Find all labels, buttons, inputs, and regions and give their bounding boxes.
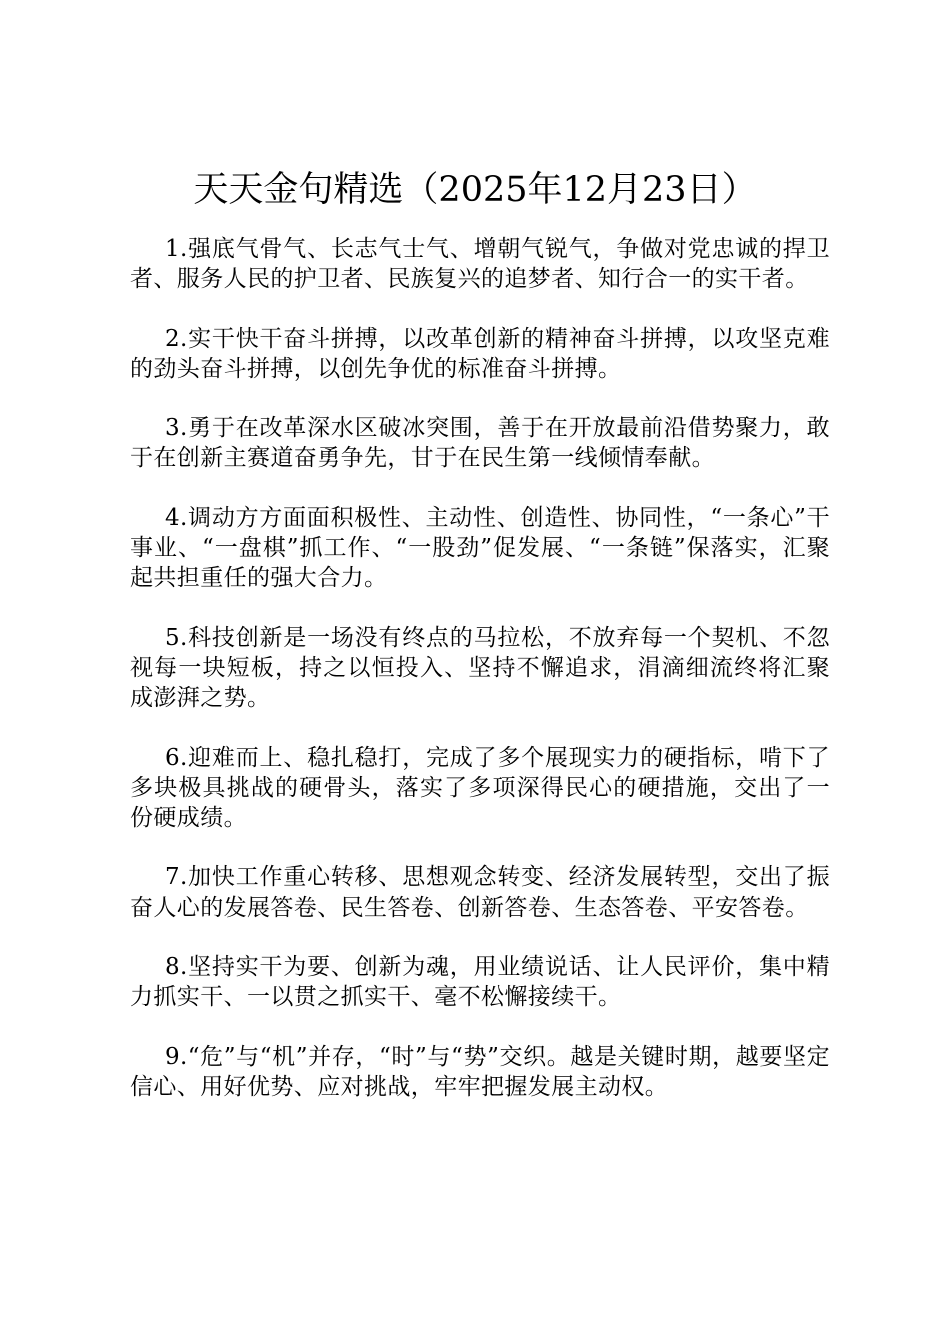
quote-paragraph-6: 6.迎难而上、稳扎稳打，完成了多个展现实力的硬指标，啃下了多块极具挑战的硬骨头，落实了多项深得民心的硬措施，交出了一份硬成绩。 xyxy=(130,744,830,832)
document-title: 天天金句精选（2025年12月23日） xyxy=(193,170,757,210)
quote-paragraph-2: 2.实干快干奋斗拼搏，以改革创新的精神奋斗拼搏，以攻坚克难的劲头奋斗拼搏，以创先争优的标准奋斗拼搏。 xyxy=(130,325,830,382)
quote-paragraph-4: 4.调动方方面面积极性、主动性、创造性、协同性，“一条心”干事业、“一盘棋”抓工作、“一股劲”促发展、“一条链”保落实，汇聚起共担重任的强大合力。 xyxy=(130,504,830,592)
quote-paragraph-5: 5.科技创新是一场没有终点的马拉松，不放弃每一个契机、不忽视每一块短板，持之以恒投入、坚持不懈追求，涓滴细流终将汇聚成澎湃之势。 xyxy=(130,624,830,712)
quote-paragraph-3: 3.勇于在改革深水区破冰突围，善于在开放最前沿借势聚力，敢于在创新主赛道奋勇争先，甘于在民生第一线倾情奉献。 xyxy=(130,415,830,472)
document-body xyxy=(130,234,830,1131)
quote-paragraph-1: 1.强底气骨气、长志气士气、增朝气锐气，争做对党忠诚的捍卫者、服务人民的护卫者、民族复兴的追梦者、知行合一的实干者。 xyxy=(130,236,830,293)
quote-paragraph-9: 9.“危”与“机”并存，“时”与“势”交织。越是关键时期，越要坚定信心、用好优势、应对挑战，牢牢把握发展主动权。 xyxy=(130,1043,830,1100)
quote-paragraph-7: 7.加快工作重心转移、思想观念转变、经济发展转型，交出了振奋人心的发展答卷、民生答卷、创新答卷、生态答卷、平安答卷。 xyxy=(130,864,830,921)
quote-paragraph-8: 8.坚持实干为要、创新为魂，用业绩说话、让人民评价，集中精力抓实干、一以贯之抓实干、毫不松懈接续干。 xyxy=(130,954,830,1011)
